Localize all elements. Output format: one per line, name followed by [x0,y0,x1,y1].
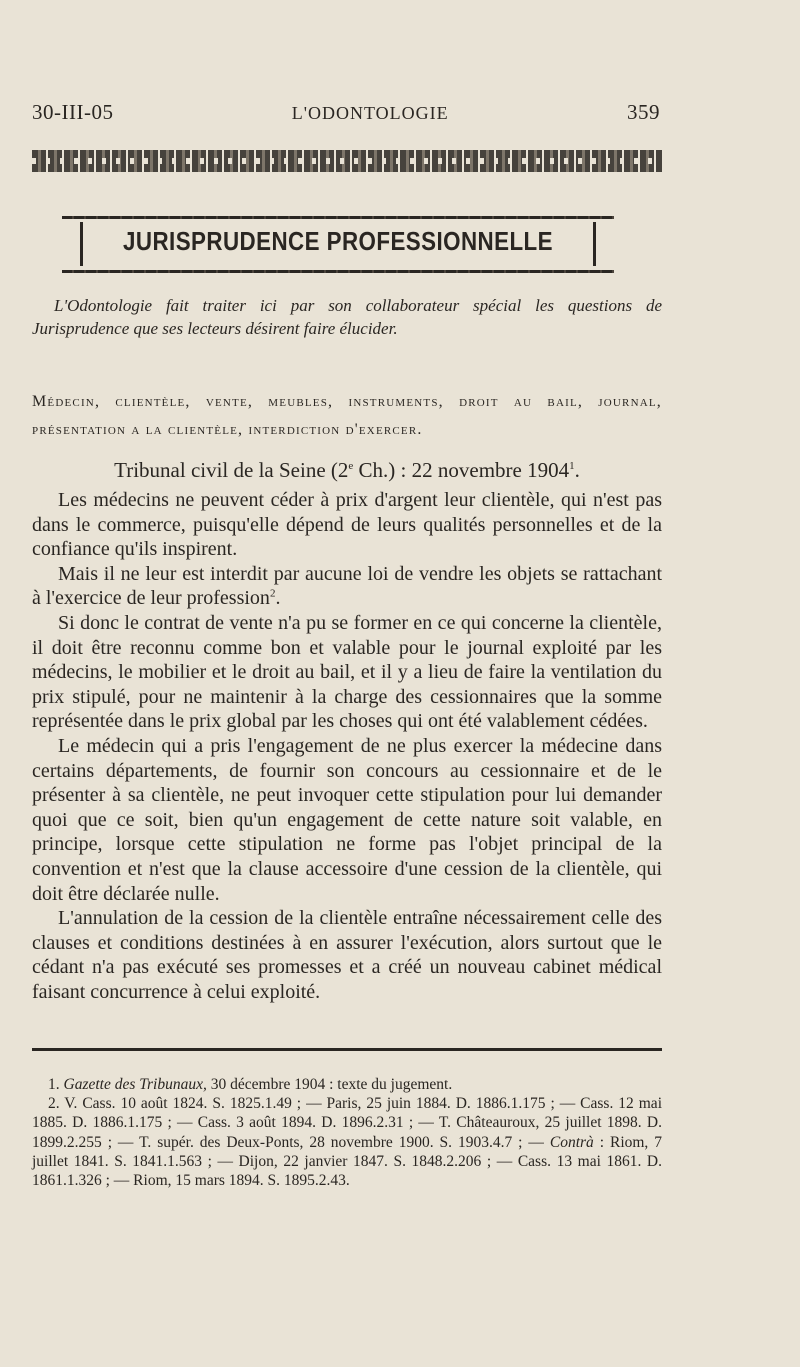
footnote-2-text-b: : Riom, 7 juillet 1841. S. 1841.1.563 ; — Dijon, 22 janvier 1847. S. 1848.2.206 ; — Cass. 13 mai 1861. D. 1861.1.326 ; — Riom, 15 mars 1894. S. 1895.2.43. [32,1133,662,1190]
section-title: Médecin, clientèle, vente, meubles, instruments, droit au bail, journal, présentation a la clientèle, interdiction d'exercer. [32,393,662,438]
footnote-1 [32,1075,662,1094]
intro-note: L'Odontologie fait traiter ici par son collaborateur spécial les questions de Jurisprudence que ses lecteurs désirent faire élucider. [32,296,662,338]
page-number: 359 [626,100,660,124]
court-end: . [574,458,580,482]
ornamental-band [32,150,662,172]
rubric-post-right [593,222,596,266]
footnote-1-source: Gazette des Tribunaux, [63,1076,207,1093]
ordinal-suffix: e [348,460,354,472]
footnote-ref-2: 2 [269,587,276,600]
paragraph-1: Les médecins ne peuvent céder à prix d'argent leur clientèle, qui n'est pas dans le commerce, puisqu'elle dépend de leurs qualités personnelles et de la confiance qu'ils inspirent. [32,489,662,561]
footnote-ref-1: 1 [569,460,575,472]
rubric-heading: JURISPRUDENCE PROFESSIONNELLE [123,226,553,256]
journal-title: L'ODONTOLOGIE [291,103,449,123]
footnotes [32,1075,662,1190]
footnote-separator [32,1048,662,1051]
article-body [32,488,662,1004]
paragraph-2 [32,562,662,611]
court-line [32,458,662,483]
court-text: Tribunal civil de la Seine (2 [114,458,349,482]
footnote-1-number: 1. [48,1076,60,1093]
paragraph-4: Le médecin qui a pris l'engagement de ne plus exercer la médecine dans certains départements, de fournir son concours au cessionnaire et de le présenter à sa clientèle, ne peut invoquer cette stipulation pour lui demander quoi que ce soit, bien qu'un engagement de cette nature soit valable, en principe, lorsque cette stipulation ne forme pas l'objet principal de la convention et n'est que la clause accessoire d'une cession de la clientèle, qui doit être déclarée nulle. [32,734,662,905]
court-text-after: Ch.) : 22 novembre 1904 [353,458,570,482]
footnote-2-number: 2. [48,1095,60,1113]
rubric-frame [62,200,614,286]
rubric-post-left [80,222,83,266]
footnote-2-contra: Contrà [549,1133,594,1151]
issue-date: 30-III-05 [32,100,114,124]
footnote-1-text: 30 décembre 1904 : texte du jugement. [206,1076,453,1093]
paragraph-5: L'annulation de la cession de la clientèle entraîne nécessairement celle des clauses et conditions destinées à en assurer l'exécution, alors surtout que le cédant n'a pas exécuté ses promesses et a créé un nouveau cabinet médical faisant concurrence à celui exploité. [32,907,662,1003]
paragraph-2-text: Mais il ne leur est interdit par aucune loi de vendre les objets se rattachant à l'exercice de leur profession [32,562,662,610]
footnote-2 [32,1094,662,1190]
footnote-2-text-a: V. Cass. 10 août 1824. S. 1825.1.49 ; — Paris, 25 juin 1884. D. 1886.1.175 ; — Cass. 12 mai 1885. D. 1886.1.175 ; — Cass. 3 août 1894. D. 1896.2.31 ; — T. Châteauroux, 25 juillet 1898. D. 1899.2.255 ; — T. supér. des Deux-Ponts, 28 novembre 1900. S. 1903.4.7 ; — [32,1095,662,1151]
rubric-rule-top [62,216,614,219]
running-head [32,100,660,125]
paragraph-3: Si donc le contrat de vente n'a pu se former en ce qui concerne la clientèle, il doit être reconnu comme bon et valable pour le journal exploité par les médecins, le mobilier et le droit au bail, et il y a lieu de faire la ventilation du prix stipulé, pour ne maintenir à la charge des cessionnaires que la somme représentée dans le prix global par les choses qui ont été valablement cédées. [32,611,662,733]
paragraph-2-end: . [275,587,281,610]
rubric-rule-bottom [62,270,614,273]
